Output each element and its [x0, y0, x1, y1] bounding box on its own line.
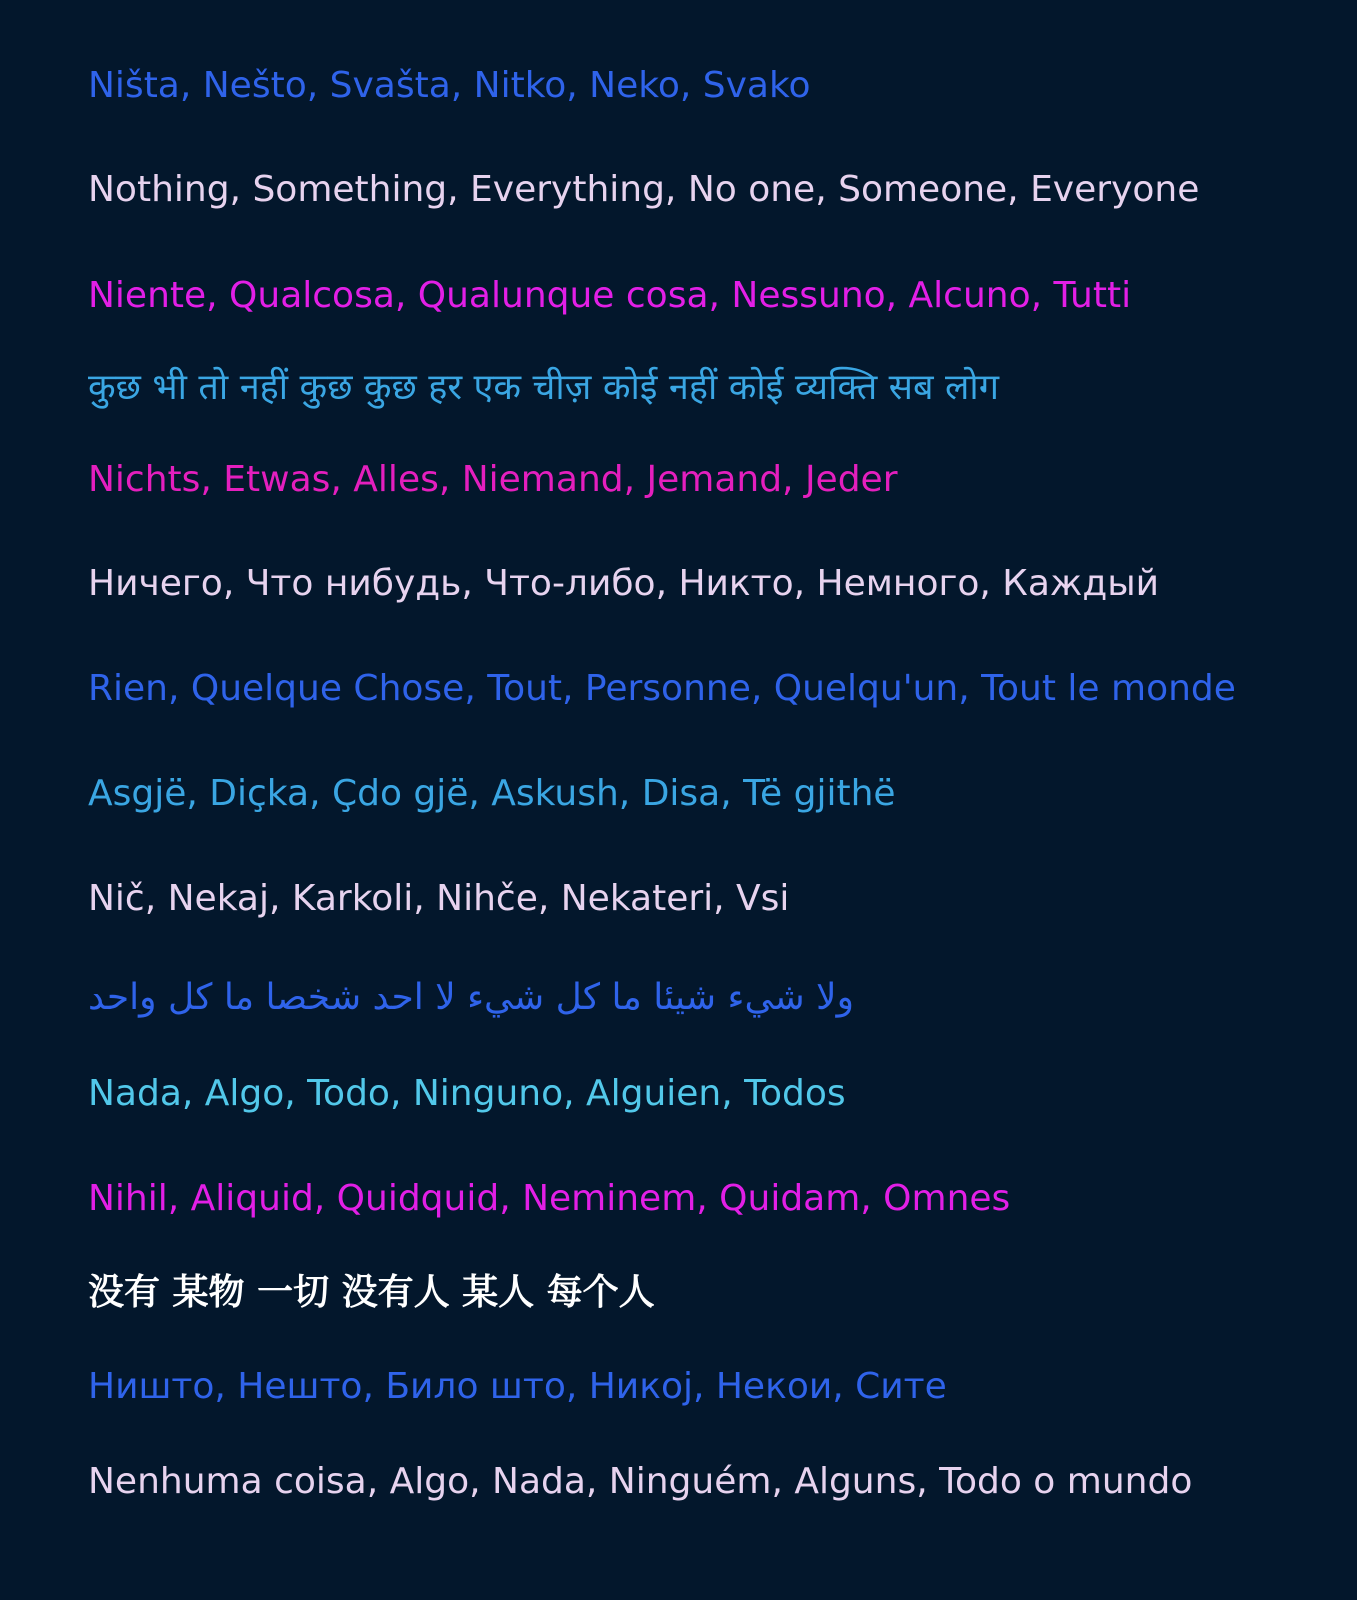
phrase-line-latin: Nihil, Aliquid, Quidquid, Neminem, Quidam, Omnes [88, 1178, 1011, 1219]
phrase-line-spanish: Nada, Algo, Todo, Ninguno, Alguien, Todos [88, 1073, 846, 1114]
phrase-line-albanian: Asgjë, Diçka, Çdo gjë, Askush, Disa, Të gjithë [88, 773, 896, 814]
phrase-line-english: Nothing, Something, Everything, No one, Someone, Everyone [88, 169, 1200, 210]
phrase-line-french: Rien, Quelque Chose, Tout, Personne, Quelqu'un, Tout le monde [88, 668, 1236, 709]
phrase-line-italian: Niente, Qualcosa, Qualunque cosa, Nessuno, Alcuno, Tutti [88, 275, 1132, 316]
phrase-line-macedonian: Ништо, Нешто, Било што, Никој, Некои, Сите [88, 1366, 947, 1407]
phrase-line-russian: Ничего, Что нибудь, Что-либо, Никто, Немного, Каждый [88, 563, 1160, 604]
phrase-line-chinese: 没有 某物 一切 没有人 某人 每个人 [88, 1272, 655, 1313]
phrase-line-hindi: कुछ भी तो नहीं कुछ कुछ हर एक चीज़ कोई नहीं कोई व्यक्ति सब लोग [88, 367, 999, 408]
phrase-line-arabic: ولا شيء شيئا ما كل شيء لا احد شخصا ما كل واحد [88, 977, 854, 1018]
phrase-line-slovenian: Nič, Nekaj, Karkoli, Nihče, Nekateri, Vsi [88, 878, 790, 919]
phrase-line-portuguese: Nenhuma coisa, Algo, Nada, Ninguém, Alguns, Todo o mundo [88, 1461, 1193, 1502]
phrase-line-croatian: Ništa, Nešto, Svašta, Nitko, Neko, Svako [88, 65, 811, 106]
phrase-line-german: Nichts, Etwas, Alles, Niemand, Jemand, Jeder [88, 459, 898, 500]
